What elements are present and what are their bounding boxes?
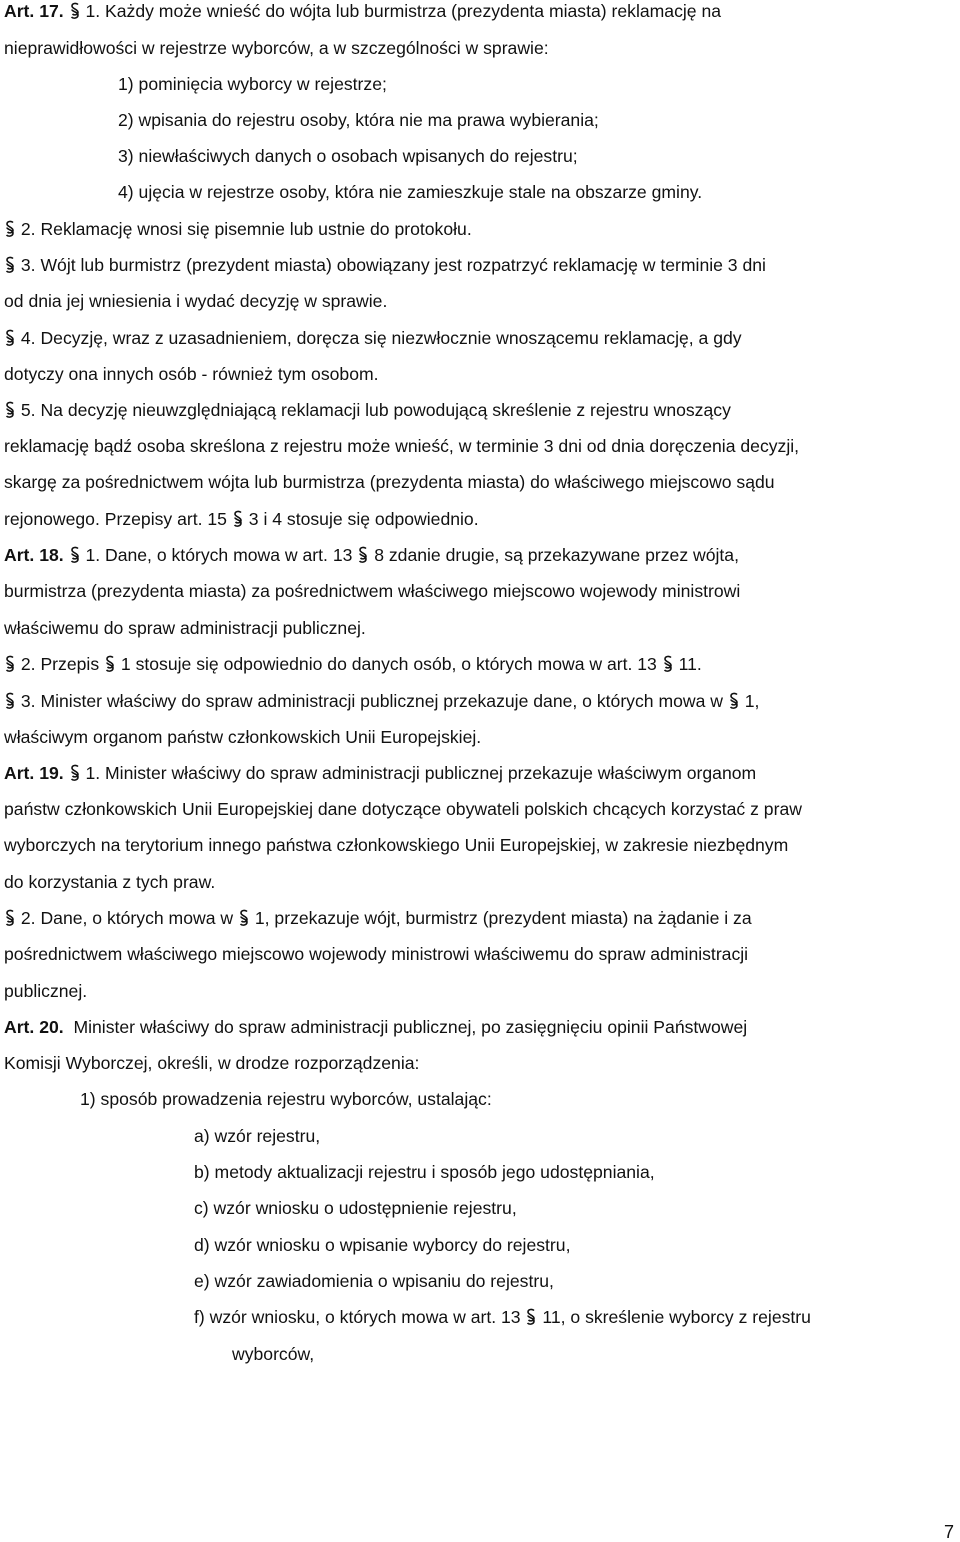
list-item: 3) niewłaściwych danych o osobach wpisanych do rejestru; <box>118 146 578 166</box>
text-line: od dnia jej wniesienia i wydać decyzję w sprawie. <box>4 291 388 311</box>
text-line: 5. Na decyzję nieuwzględniającą reklamacji lub powodującą skreślenie z rejestru wnoszący <box>4 399 731 421</box>
text-line: właściwym organom państw członkowskich Unii Europejskiej. <box>4 727 482 747</box>
article-heading: Art. 17. <box>4 1 64 21</box>
section-sign-icon <box>525 1308 537 1326</box>
section-sign-icon <box>357 546 369 564</box>
text-line: skargę za pośrednictwem wójta lub burmistrza (prezydenta miasta) do właściwego miejscowo sądu <box>4 472 775 492</box>
section-sign-icon <box>4 401 16 419</box>
page-number: 7 <box>943 1522 954 1542</box>
list-item: 4) ujęcia w rejestrze osoby, która nie zamieszkuje stale na obszarze gminy. <box>118 182 703 202</box>
text-line: 2. Reklamację wnosi się pisemnie lub ustnie do protokołu. <box>4 218 472 240</box>
text-line: wyborców, <box>232 1344 315 1364</box>
section-sign-icon <box>4 909 16 927</box>
list-item: 1) sposób prowadzenia rejestru wyborców, ustalając: <box>80 1089 492 1109</box>
text-line: pośrednictwem właściwego miejscowo wojewody ministrowi właściwemu do spraw administracji <box>4 944 749 964</box>
list-item: a) wzór rejestru, <box>194 1126 321 1146</box>
section-sign-icon <box>232 510 244 528</box>
text-line: 3. Wójt lub burmistrz (prezydent miasta) obowiązany jest rozpatrzyć reklamację w terminie 3 dni <box>4 254 766 276</box>
list-item: e) wzór zawiadomienia o wpisaniu do rejestru, <box>194 1271 554 1291</box>
list-item: 1) pominięcia wyborcy w rejestrze; <box>118 74 387 94</box>
text-line: Komisji Wyborczej, określi, w drodze rozporządzenia: <box>4 1053 420 1073</box>
article-heading: Art. 20. <box>4 1017 64 1037</box>
text-line: 3. Minister właściwy do spraw administracji publicznej przekazuje dane, o których mowa w 1, <box>4 690 759 712</box>
text-line: Art. 19. 1. Minister właściwy do spraw administracji publicznej przekazuje właściwym organom <box>4 763 757 783</box>
text-line: Art. 17. 1. Każdy może wnieść do wójta lub burmistrza (prezydenta miasta) reklamację na <box>4 1 722 21</box>
text-line: nieprawidłowości w rejestrze wyborców, a w szczególności w sprawie: <box>4 38 549 58</box>
section-sign-icon <box>4 256 16 274</box>
section-sign-icon <box>4 692 16 710</box>
list-item: d) wzór wniosku o wpisanie wyborcy do rejestru, <box>194 1235 571 1255</box>
text-line: reklamację bądź osoba skreślona z rejestru może wnieść, w terminie 3 dni od dnia doręczenia decyzji, <box>4 436 800 456</box>
section-sign-icon <box>662 655 674 673</box>
section-sign-icon <box>69 2 81 20</box>
list-item: f) wzór wniosku, o których mowa w art. 13 11, o skreślenie wyborcy z rejestru <box>194 1307 811 1327</box>
article-heading: Art. 18. <box>4 545 64 565</box>
text-line: Art. 18. 1. Dane, o których mowa w art. 13 8 zdanie drugie, są przekazywane przez wójta, <box>4 545 739 565</box>
text-line: właściwemu do spraw administracji publicznej. <box>4 618 366 638</box>
section-sign-icon <box>4 220 16 238</box>
list-item: c) wzór wniosku o udostępnienie rejestru, <box>194 1198 517 1218</box>
text-line: 4. Decyzję, wraz z uzasadnieniem, doręcza się niezwłocznie wnoszącemu reklamację, a gdy <box>4 327 742 349</box>
list-item: 2) wpisania do rejestru osoby, która nie ma prawa wybierania; <box>118 110 599 130</box>
article-heading: Art. 19. <box>4 763 64 783</box>
section-sign-icon <box>238 909 250 927</box>
section-sign-icon <box>4 655 16 673</box>
section-sign-icon <box>69 546 81 564</box>
text-line: państw członkowskich Unii Europejskiej dane dotyczące obywateli polskich chcących korzystać z praw <box>4 799 802 819</box>
list-item: b) metody aktualizacji rejestru i sposób jego udostępniania, <box>194 1162 655 1182</box>
text-line: 2. Dane, o których mowa w 1, przekazuje wójt, burmistrz (prezydent miasta) na żądanie i za <box>4 907 752 929</box>
text-line: dotyczy ona innych osób - również tym osobom. <box>4 364 379 384</box>
section-sign-icon <box>104 655 116 673</box>
text-line: rejonowego. Przepisy art. 15 3 i 4 stosuje się odpowiednio. <box>4 509 479 529</box>
text-line: wyborczych na terytorium innego państwa członkowskiego Unii Europejskiej, w zakresie niezbędnym <box>4 835 789 855</box>
text-line: 2. Przepis 1 stosuje się odpowiednio do danych osób, o których mowa w art. 13 11. <box>4 653 702 675</box>
text-line: burmistrza (prezydenta miasta) za pośrednictwem właściwego miejscowo wojewody ministrowi <box>4 581 741 601</box>
section-sign-icon <box>69 764 81 782</box>
section-sign-icon <box>4 329 16 347</box>
text-line: do korzystania z tych praw. <box>4 872 216 892</box>
text-line: publicznej. <box>4 981 88 1001</box>
text-line: Art. 20. Minister właściwy do spraw administracji publicznej, po zasięgnięciu opinii Państwowej <box>4 1017 748 1037</box>
section-sign-icon <box>728 692 740 710</box>
